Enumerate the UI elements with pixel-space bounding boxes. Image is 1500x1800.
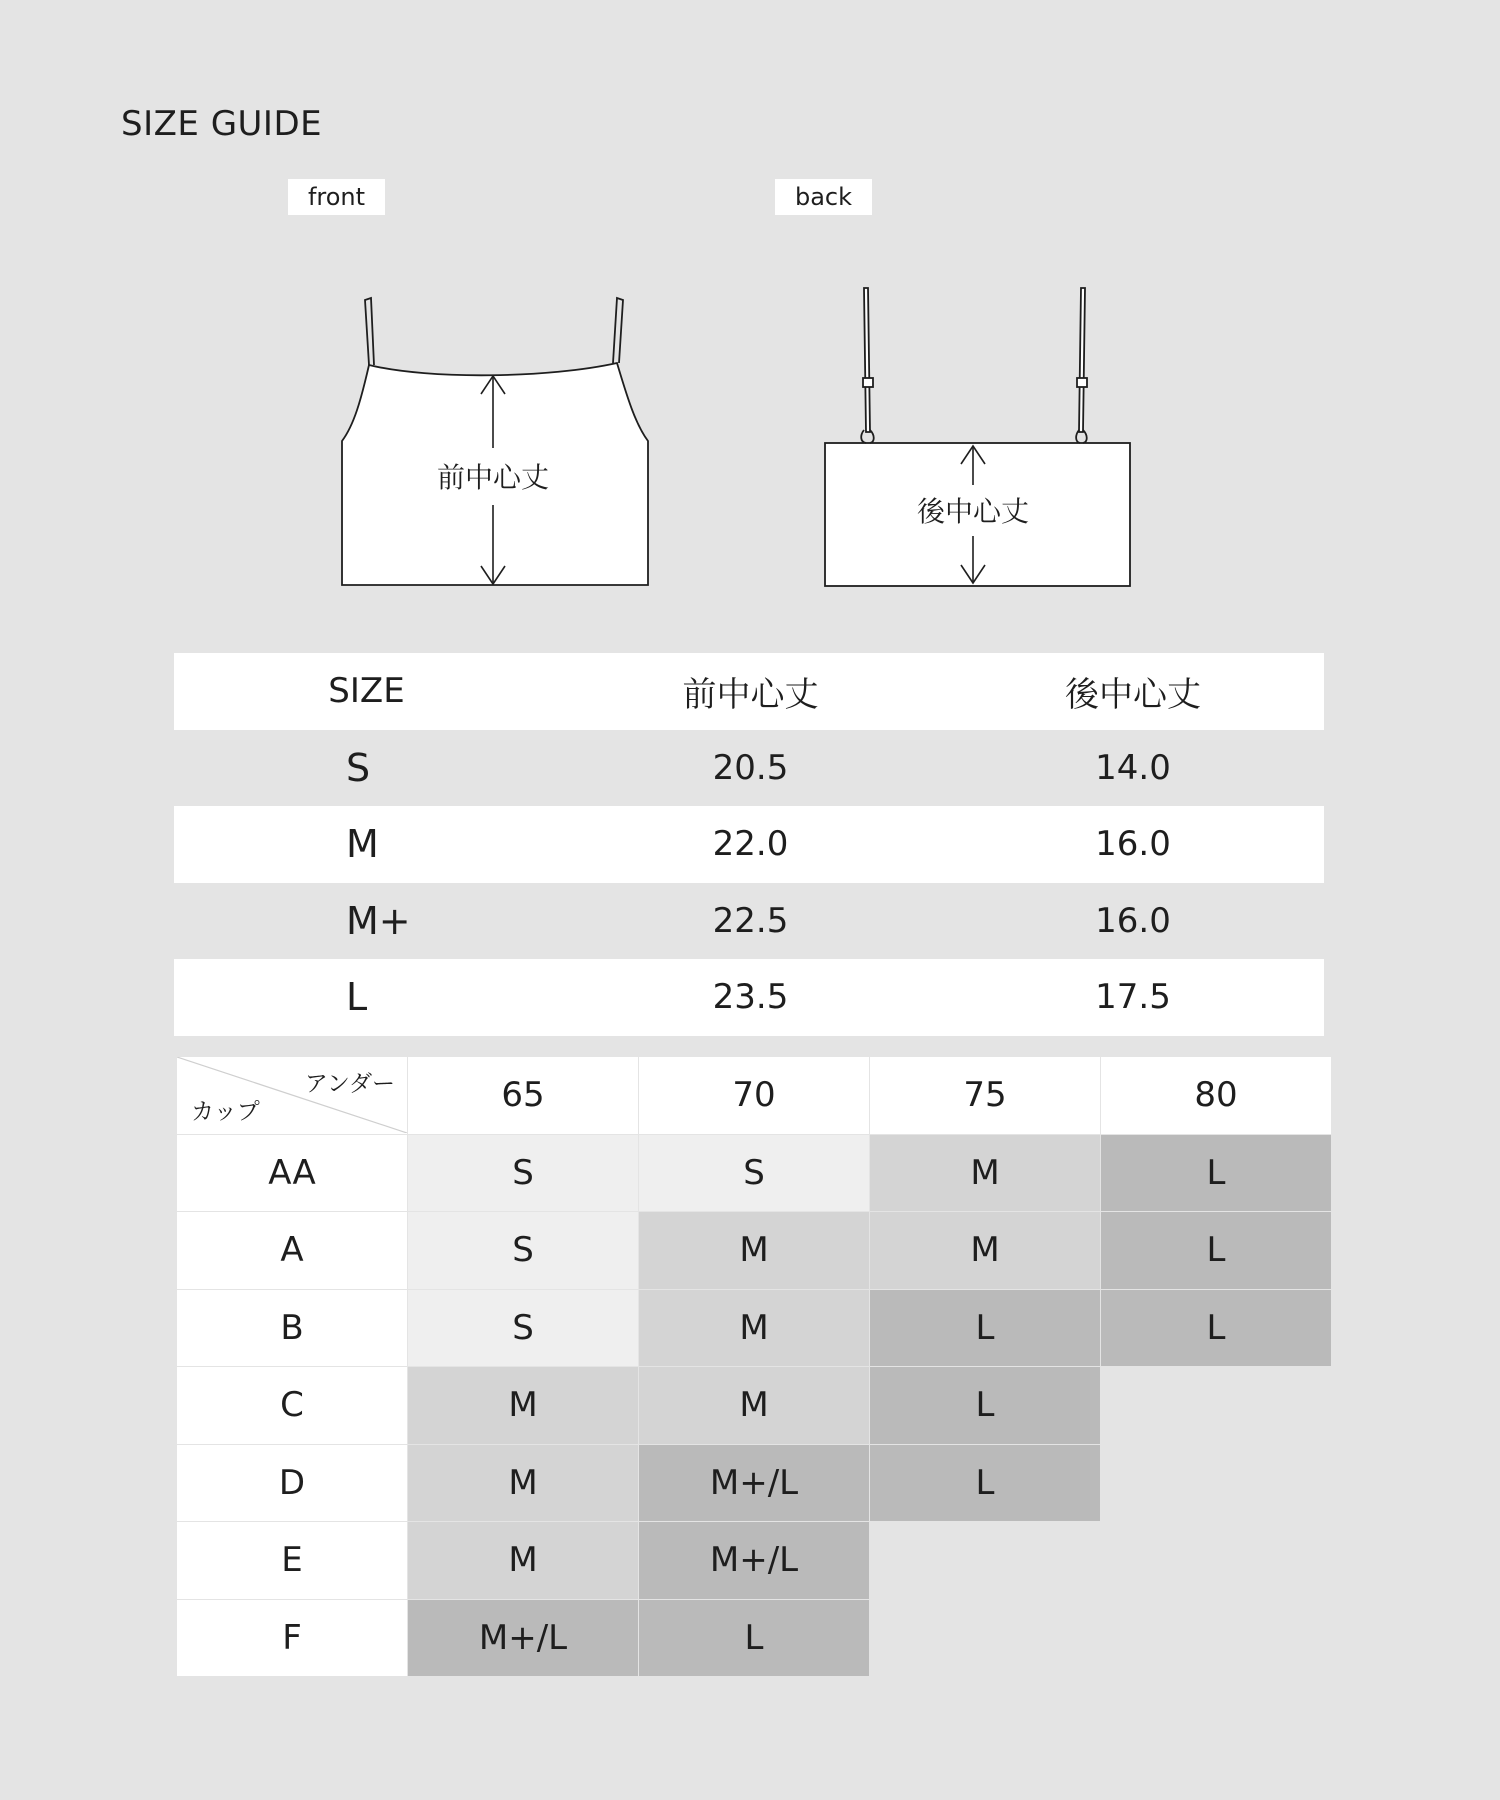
size-recommendation-cell: L: [1101, 1134, 1332, 1212]
size-measurement-table: [174, 653, 1324, 1036]
under-column-header: 65: [408, 1057, 639, 1135]
front-length-header: 前中心丈: [559, 653, 942, 730]
garment-diagram: [0, 0, 1500, 620]
size-recommendation-cell: L: [1101, 1289, 1332, 1367]
size-recommendation-cell: L: [870, 1289, 1101, 1367]
front-view-label: front: [288, 179, 385, 215]
cup-row-header: A: [177, 1212, 408, 1290]
matrix-corner-cell: [177, 1057, 408, 1135]
size-recommendation-cell: S: [408, 1289, 639, 1367]
size-recommendation-cell: M+/L: [408, 1599, 639, 1677]
under-column-header: 70: [639, 1057, 870, 1135]
size-recommendation-cell: M: [639, 1367, 870, 1445]
size-recommendation-cell: S: [408, 1212, 639, 1290]
empty-cell: [1101, 1444, 1332, 1522]
table-row: [174, 959, 1324, 1036]
cup-row-header: E: [177, 1522, 408, 1600]
table-row: [177, 1599, 1332, 1677]
size-recommendation-cell: L: [870, 1444, 1101, 1522]
empty-cell: [870, 1522, 1101, 1600]
size-recommendation-cell: M: [408, 1522, 639, 1600]
size-recommendation-cell: L: [639, 1599, 870, 1677]
size-recommendation-cell: M: [408, 1367, 639, 1445]
under-column-header: 75: [870, 1057, 1101, 1135]
back-view-label: back: [775, 179, 872, 215]
size-recommendation-cell: M: [408, 1444, 639, 1522]
table-row: [174, 883, 1324, 960]
size-cell: S: [174, 730, 559, 807]
size-header: SIZE: [174, 653, 559, 730]
cup-row-header: B: [177, 1289, 408, 1367]
size-cell: M+: [174, 883, 559, 960]
size-recommendation-cell: M+/L: [639, 1522, 870, 1600]
size-recommendation-cell: L: [870, 1367, 1101, 1445]
back-length-cell: 16.0: [942, 883, 1324, 960]
size-recommendation-cell: M: [639, 1289, 870, 1367]
table-row: [174, 806, 1324, 883]
page-title: SIZE GUIDE: [121, 104, 323, 144]
size-recommendation-cell: M+/L: [639, 1444, 870, 1522]
back-length-cell: 16.0: [942, 806, 1324, 883]
under-band-label: アンダー: [304, 1071, 395, 1097]
back-measure-label: 後中心丈: [916, 495, 1030, 528]
under-column-header: 80: [1101, 1057, 1332, 1135]
back-garment-drawing: [825, 288, 1130, 586]
front-length-cell: 23.5: [559, 959, 942, 1036]
back-length-header: 後中心丈: [942, 653, 1324, 730]
size-recommendation-cell: S: [639, 1134, 870, 1212]
cup-under-size-matrix: [176, 1056, 1332, 1677]
empty-cell: [1101, 1522, 1332, 1600]
table-row: [177, 1289, 1332, 1367]
empty-cell: [1101, 1599, 1332, 1677]
matrix-header-row: [177, 1057, 1332, 1135]
front-length-cell: 22.0: [559, 806, 942, 883]
table-row: [177, 1444, 1332, 1522]
size-recommendation-cell: L: [1101, 1212, 1332, 1290]
cup-row-header: AA: [177, 1134, 408, 1212]
table-row: [177, 1212, 1332, 1290]
back-length-cell: 14.0: [942, 730, 1324, 807]
table-row: [177, 1367, 1332, 1445]
size-table-header-row: [174, 653, 1324, 730]
size-recommendation-cell: M: [870, 1212, 1101, 1290]
back-length-cell: 17.5: [942, 959, 1324, 1036]
table-row: [177, 1522, 1332, 1600]
table-row: [174, 730, 1324, 807]
front-length-cell: 22.5: [559, 883, 942, 960]
size-recommendation-cell: M: [870, 1134, 1101, 1212]
table-row: [177, 1134, 1332, 1212]
front-measure-label: 前中心丈: [436, 461, 550, 494]
size-recommendation-cell: S: [408, 1134, 639, 1212]
cup-row-header: D: [177, 1444, 408, 1522]
empty-cell: [1101, 1367, 1332, 1445]
size-cell: L: [174, 959, 559, 1036]
cup-row-header: C: [177, 1367, 408, 1445]
cup-row-header: F: [177, 1599, 408, 1677]
size-cell: M: [174, 806, 559, 883]
cup-label: カップ: [191, 1098, 260, 1125]
front-length-cell: 20.5: [559, 730, 942, 807]
size-recommendation-cell: M: [639, 1212, 870, 1290]
empty-cell: [870, 1599, 1101, 1677]
front-garment-drawing: [342, 298, 648, 585]
